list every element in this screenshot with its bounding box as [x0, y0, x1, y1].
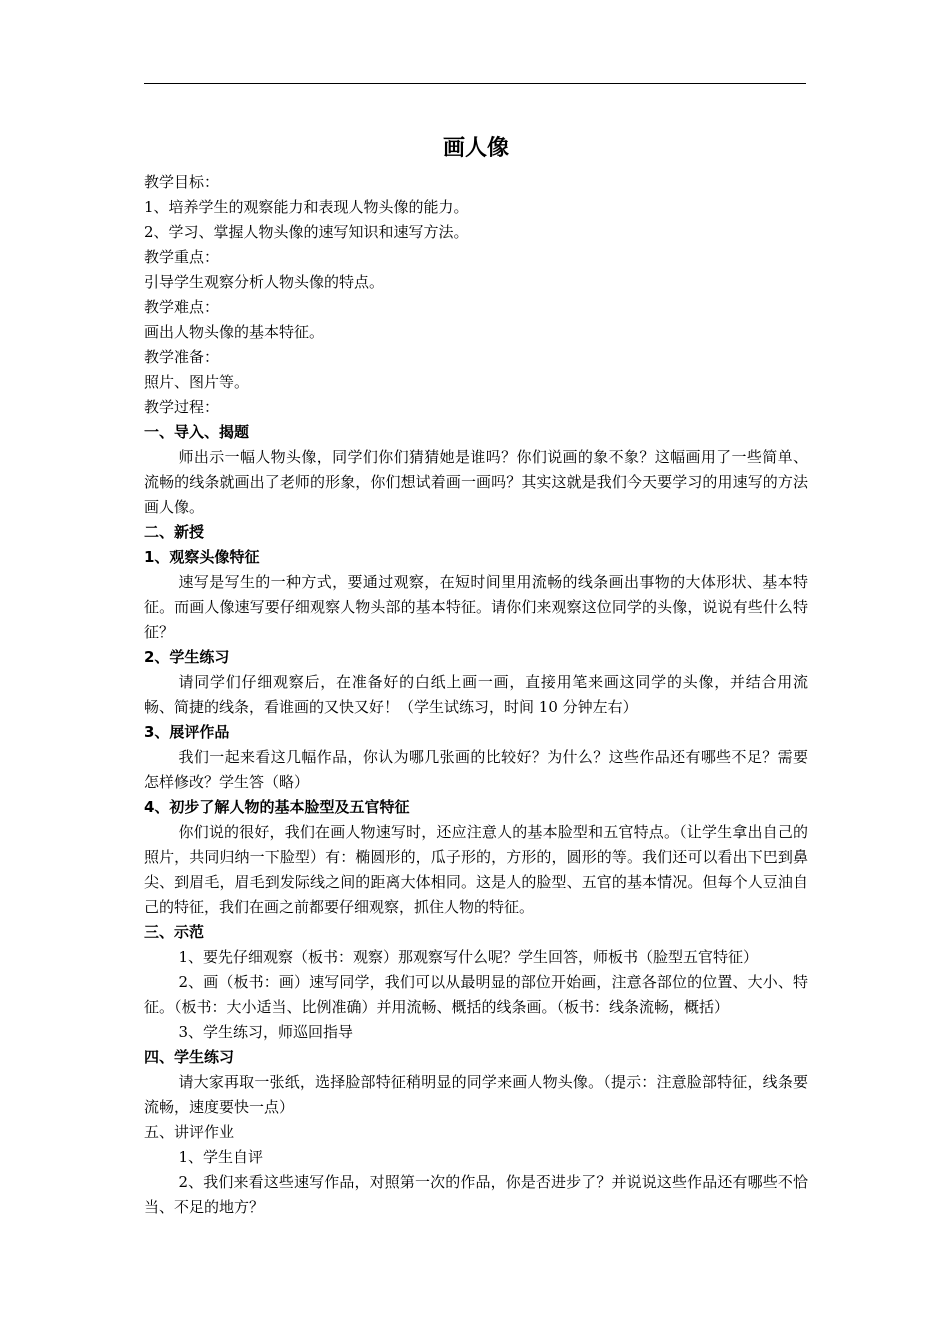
- demo-step: 3、学生练习，师巡回指导: [178, 1023, 354, 1041]
- section-heading-demo: 三、示范: [144, 923, 205, 941]
- review-step: 2、我们来看这些速写作品，对照第一次的作品，你是否进步了？并说说这些作品还有哪些不恰当、不足的地方？: [144, 1173, 808, 1216]
- section-paragraph: 请大家再取一张纸，选择脸部特征稍明显的同学来画人物头像。（提示：注意脸部特征，线条要流畅，速度要快一点）: [144, 1073, 808, 1116]
- process-label: 教学过程：: [144, 398, 220, 416]
- objective-item: 1、培养学生的观察能力和表现人物头像的能力。: [144, 198, 469, 216]
- key-point-text: 引导学生观察分析人物头像的特点。: [144, 273, 385, 291]
- subsection-heading: 1、观察头像特征: [144, 548, 260, 566]
- objectives-label: 教学目标：: [144, 173, 220, 191]
- section-heading-new-lesson: 二、新授: [144, 523, 205, 541]
- section-heading-review: 五、讲评作业: [144, 1123, 235, 1141]
- page-title: 画人像: [442, 136, 509, 161]
- section-paragraph: 请同学们仔细观察后，在准备好的白纸上画一画，直接用笔来画这同学的头像，并结合用流畅、简捷的线条，看谁画的又快又好！（学生试练习，时间 10 分钟左右）: [144, 673, 808, 716]
- demo-step: 2、画（板书：画）速写同学，我们可以从最明显的部位开始画，注意各部位的位置、大小、特征。（板书：大小适当、比例准确）并用流畅、概括的线条画。（板书：线条流畅，概括）: [144, 973, 808, 1016]
- review-step: 1、学生自评: [178, 1148, 264, 1166]
- key-point-label: 教学重点：: [144, 248, 220, 266]
- section-paragraph: 师出示一幅人物头像，同学们你们猜猜她是谁吗？你们说画的象不象？这幅画用了一些简单、流畅的线条就画出了老师的形象，你们想试着画一画吗？其实这就是我们今天要学习的用速写的方法画人像。: [144, 448, 808, 516]
- document-body: [144, 132, 808, 1220]
- subsection-heading: 4、初步了解人物的基本脸型及五官特征: [144, 798, 410, 816]
- section-heading-intro: 一、导入、揭题: [144, 423, 250, 441]
- objective-item: 2、学习、掌握人物头像的速写知识和速写方法。: [144, 223, 469, 241]
- preparation-text: 照片、图片等。: [144, 373, 250, 391]
- section-heading-practice: 四、学生练习: [144, 1048, 235, 1066]
- subsection-heading: 3、展评作品: [144, 723, 230, 741]
- section-paragraph: 我们一起来看这几幅作品，你认为哪几张画的比较好？为什么？这些作品还有哪些不足？需要怎样修改？学生答（略）: [144, 748, 808, 791]
- section-paragraph: 速写是写生的一种方式，要通过观察，在短时间里用流畅的线条画出事物的大体形状、基本特征。而画人像速写要仔细观察人物头部的基本特征。请你们来观察这位同学的头像，说说有些什么特征？: [144, 573, 808, 641]
- difficulty-label: 教学难点：: [144, 298, 220, 316]
- preparation-label: 教学准备：: [144, 348, 220, 366]
- subsection-heading: 2、学生练习: [144, 648, 230, 666]
- demo-step: 1、要先仔细观察（板书：观察）那观察写什么呢？学生回答，师板书（脸型五官特征）: [178, 948, 759, 966]
- difficulty-text: 画出人物头像的基本特征。: [144, 323, 325, 341]
- section-paragraph: 你们说的很好，我们在画人物速写时，还应注意人的基本脸型和五官特点。（让学生拿出自己的照片，共同归纳一下脸型）有：椭圆形的，瓜子形的，方形的，圆形的等。我们还可以看出下巴到鼻尖、到眉毛，眉毛到发际线之间的距离大体相同。这是人的脸型、五官的基本情况。但每个人豆油自己的特征，我们在画之前都要仔细观察，抓住人物的特征。: [144, 823, 808, 916]
- header-rule: [144, 83, 806, 84]
